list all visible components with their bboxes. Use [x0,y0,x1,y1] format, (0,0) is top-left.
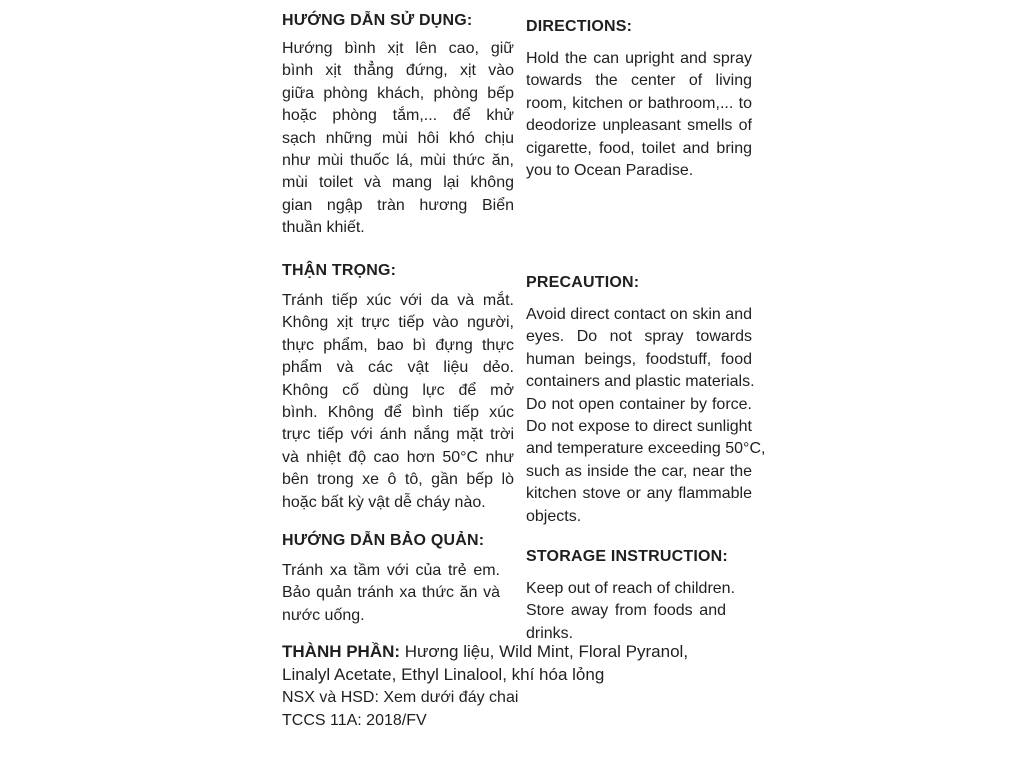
ingredients-line-2: Linalyl Acetate, Ethyl Linalool, khí hóa lỏng [282,665,605,684]
ingredients-block [282,640,742,732]
text-line: containers and plastic materials. [526,373,755,391]
text-line: phẩm và các vật liệu dẻo. [282,359,514,377]
text-line: như mùi thuốc lá, mùi thức ăn, [282,152,514,170]
text-line: cigarette, food, toilet and bring [526,139,752,157]
text-line: bình xịt thẳng đứng, xịt vào [282,62,514,80]
text-line: hoặc phòng tắm,... để khử [282,107,514,125]
text-line: Avoid direct contact on skin and [526,306,752,323]
vi-directions-heading: HƯỚNG DẪN SỬ DỤNG: [282,12,473,29]
en-directions-heading: DIRECTIONS: [526,18,633,35]
vi-directions-text [282,38,514,240]
text-line: gian ngập tràn hương Biển [282,196,514,214]
text-line: Bảo quản tránh xa thức ăn và [282,584,500,602]
text-line: you to Ocean Paradise. [526,162,694,180]
text-line: Keep out of reach of children. [526,580,736,597]
vi-storage-heading: HƯỚNG DẪN BẢO QUẢN: [282,532,485,549]
vi-precaution-heading: THẬN TRỌNG: [282,262,397,279]
standard-code: TCCS 11A: 2018/FV [282,712,427,729]
ingredients-text-1: Hương liệu, Wild Mint, Floral Pyranol, [400,642,689,661]
text-line: Hold the can upright and spray [526,50,752,67]
text-line: such as inside the car, near the [526,462,752,480]
text-line: sạch những mùi hôi khó chịu [282,129,514,147]
text-line: thuần khiết. [282,219,365,237]
text-line: mùi toilet và mang lại không [282,174,514,192]
text-line: Hướng bình xịt lên cao, giữ [282,40,514,57]
text-line: human beings, foodstuff, food [526,350,752,368]
text-line: bình. Không để bình tiếp xúc [282,404,514,422]
en-precaution-heading: PRECAUTION: [526,274,640,291]
text-line: và nhiệt độ cao hơn 50°C như [282,448,514,466]
text-line: Store away from foods and [526,602,726,620]
ingredients-line-1 [282,640,742,663]
text-line: room, kitchen or bathroom,... to [526,94,752,112]
text-line: hoặc bất kỳ vật dễ cháy nào. [282,493,486,511]
text-line: Do not open container by force. [526,395,752,413]
text-line: eyes. Do not spray towards [526,328,752,346]
text-line: towards the center of living [526,72,752,90]
text-line: Không xịt trực tiếp vào người, [282,314,514,332]
vi-precaution-text [282,290,514,514]
en-directions-text [526,48,752,182]
vi-storage-text [282,560,500,627]
text-line: Không cố dùng lực để mở [282,381,514,399]
en-storage-heading: STORAGE INSTRUCTION: [526,548,728,565]
text-line: kitchen stove or any flammable [526,485,752,503]
text-line: Tránh xa tầm với của trẻ em. [282,562,500,579]
text-line: Do not expose to direct sunlight [526,418,752,436]
manufacture-expiry-note: NSX và HSD: Xem dưới đáy chai [282,689,519,706]
text-line: giữa phòng khách, phòng bếp [282,84,514,102]
en-storage-text [526,578,736,645]
text-line: thực phẩm, bao bì đựng thực [282,336,514,354]
ingredients-label: THÀNH PHẦN: [282,642,401,661]
text-line: nước uống. [282,606,365,624]
text-line: and temperature exceeding 50°C, [526,440,766,458]
text-line: bên trong xe ô tô, gần bếp lò [282,471,514,489]
text-line: drinks. [526,624,574,642]
text-line: objects. [526,507,582,525]
en-precaution-text [526,304,766,528]
text-line: Tránh tiếp xúc với da và mắt. [282,292,514,309]
text-line: trực tiếp với ánh nắng mặt trời [282,426,514,444]
text-line: deodorize unpleasant smells of [526,117,752,135]
